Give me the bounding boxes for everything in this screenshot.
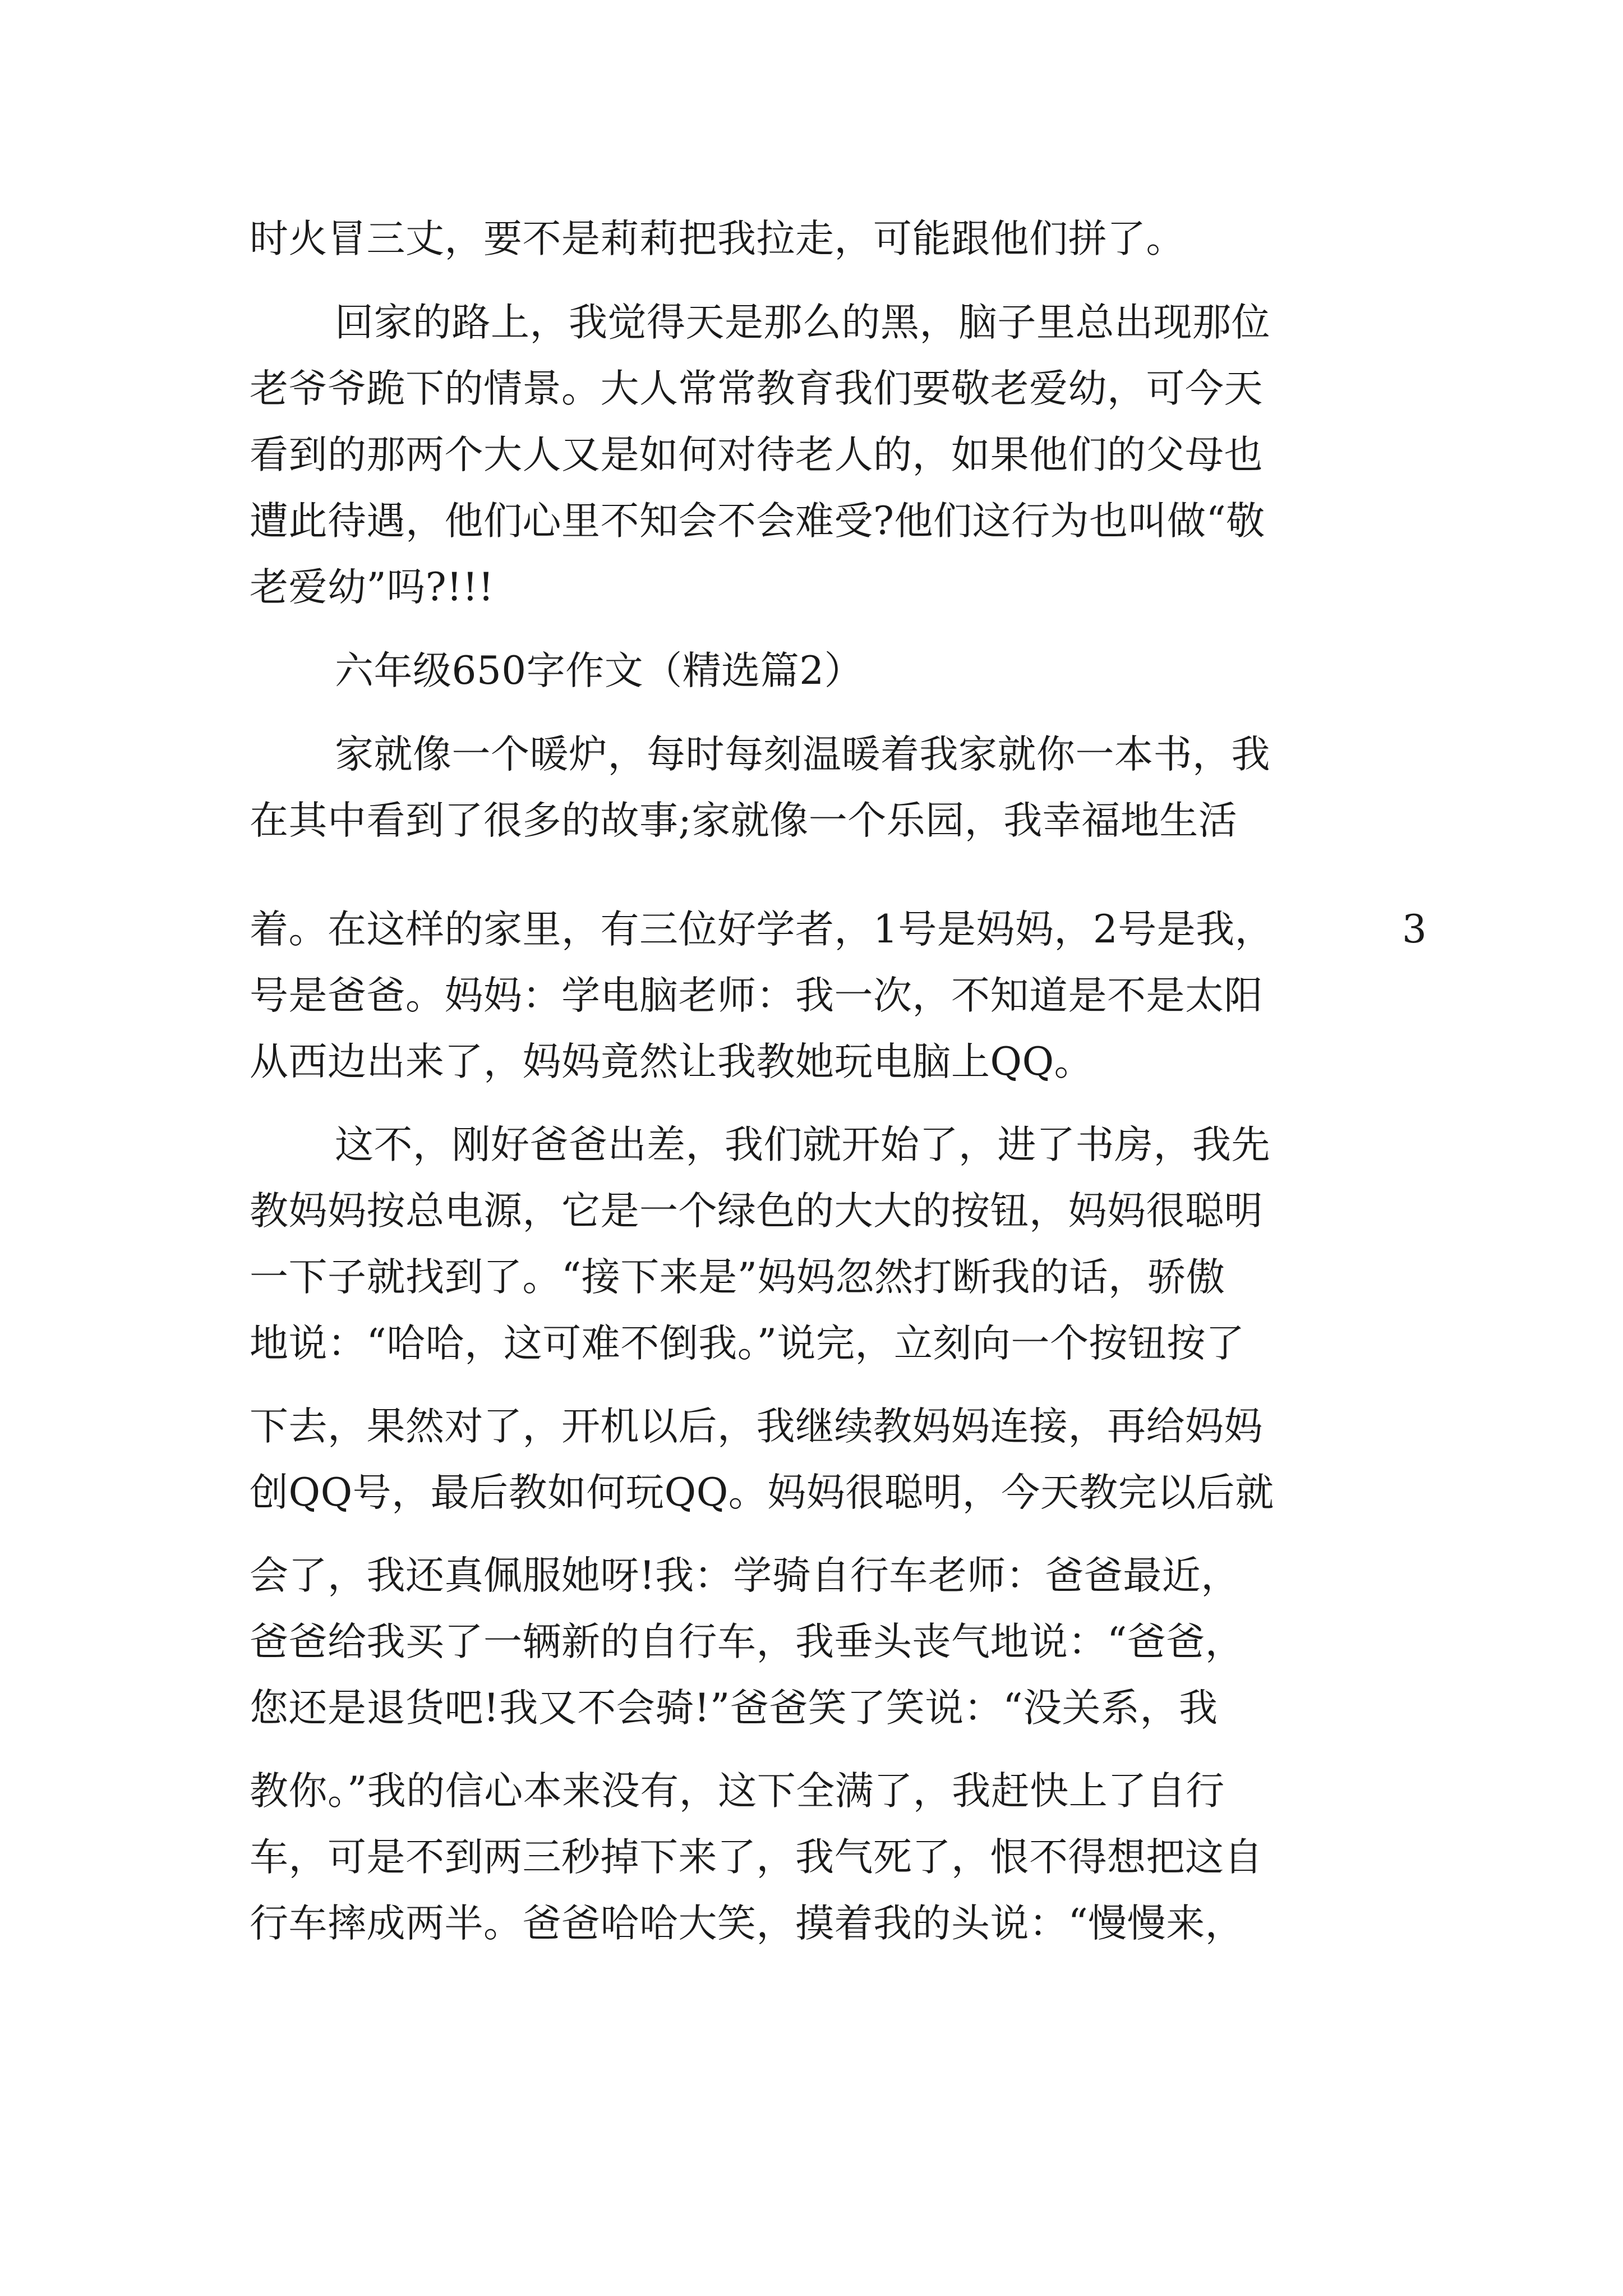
- text-line-18: 创QQ号，最后教如何玩QQ。妈妈很聪明，今天教完以后就: [250, 1470, 1274, 1515]
- text-line-5: 遭此待遇，他们心里不知会不会难受?他们这行为也叫做“敬: [250, 499, 1265, 544]
- text-line-1: 时火冒三丈，要不是莉莉把我拉走，可能跟他们拼了。: [250, 217, 1185, 261]
- text-line-3: 老爷爷跪下的情景。大人常常教育我们要敬老爱幼，可今天: [250, 366, 1263, 411]
- text-line-2: 回家的路上，我觉得天是那么的黑，脑子里总出现那位: [335, 300, 1270, 345]
- text-line-16: 地说：“哈哈，这可难不倒我。”说完，立刻向一个按钮按了: [250, 1321, 1245, 1366]
- text-line-15: 一下子就找到了。“接下来是”妈妈忽然打断我的话，骄傲: [250, 1255, 1225, 1300]
- text-line-22: 教你。”我的信心本来没有，这下全满了，我赶快上了自行: [250, 1769, 1225, 1814]
- text-line-8: 家就像一个暖炉，每时每刻温暖着我家就你一本书，我: [335, 732, 1270, 777]
- text-line-12: 从西边出来了，妈妈竟然让我教她玩电脑上QQ。: [250, 1039, 1094, 1084]
- text-line-24: 行车摔成两半。爸爸哈哈大笑，摸着我的头说：“慢慢来，: [250, 1901, 1244, 1946]
- text-line-9: 在其中看到了很多的故事;家就像一个乐园，我幸福地生活: [250, 798, 1238, 843]
- text-line-20: 爸爸给我买了一辆新的自行车，我垂头丧气地说：“爸爸，: [250, 1619, 1244, 1664]
- text-line-11: 号是爸爸。妈妈：学电脑老师：我一次，不知道是不是太阳: [250, 973, 1263, 1018]
- section-heading: 六年级650字作文（精选篇2）: [335, 648, 864, 693]
- page-number: 3: [1402, 907, 1427, 952]
- text-line-19: 会了，我还真佩服她呀!我：学骑自行车老师：爸爸最近，: [250, 1553, 1240, 1598]
- text-line-21: 您还是退货吧!我又不会骑!”爸爸笑了笑说：“没关系，我: [250, 1686, 1218, 1731]
- text-line-6: 老爱幼”吗?!!!: [250, 565, 494, 610]
- text-line-10: 着。在这样的家里，有三位好学者，1号是妈妈，2号是我，: [250, 907, 1274, 952]
- text-line-17: 下去，果然对了，开机以后，我继续教妈妈连接，再给妈妈: [250, 1404, 1263, 1449]
- text-line-13: 这不，刚好爸爸出差，我们就开始了，进了书房，我先: [335, 1122, 1270, 1167]
- text-line-14: 教妈妈按总电源，它是一个绿色的大大的按钮，妈妈很聪明: [250, 1189, 1263, 1234]
- text-line-23: 车，可是不到两三秒掉下来了，我气死了，恨不得想把这自: [250, 1835, 1263, 1880]
- text-line-4: 看到的那两个大人又是如何对待老人的，如果他们的父母也: [250, 432, 1263, 477]
